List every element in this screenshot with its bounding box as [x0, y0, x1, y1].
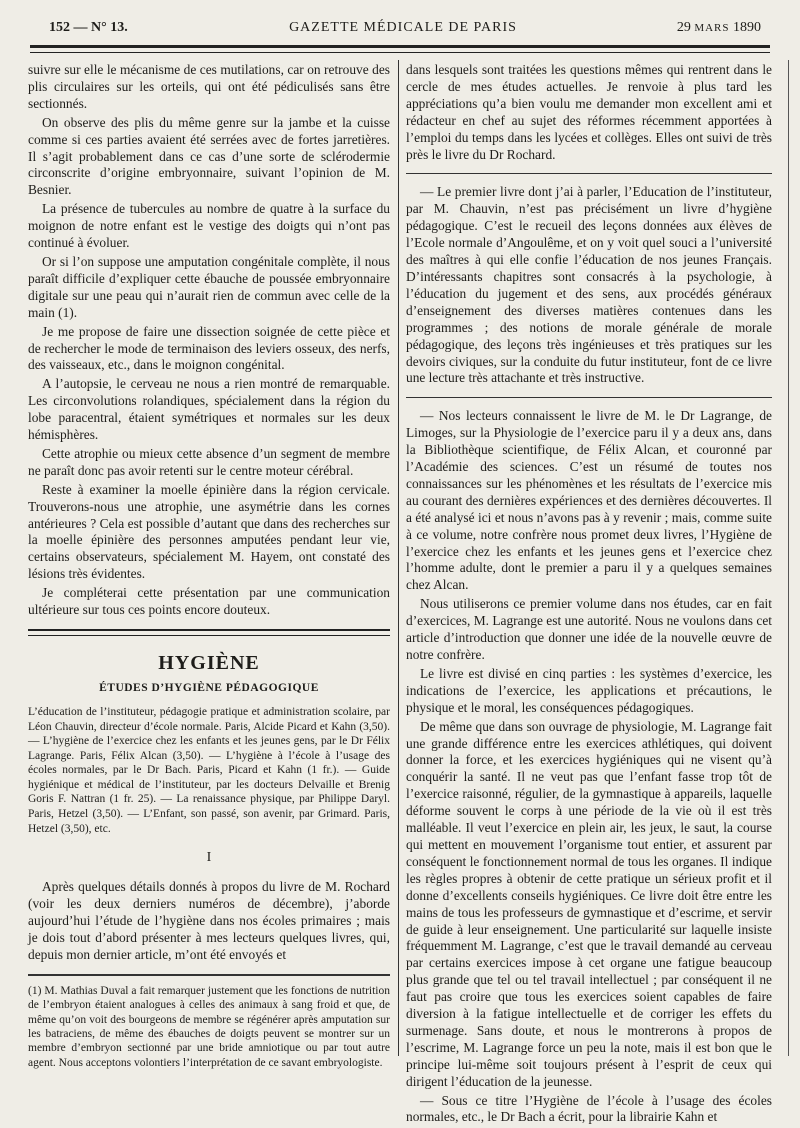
issue-year: 1890: [733, 20, 761, 35]
issue-day: 29: [676, 20, 691, 35]
bibliography: L’éducation de l’instituteur, pédagogie pratique et administration scolaire, par Léon Chauvin, directeur d’école normale. Paris, Alcide Picard et Kahn (3,50). — L’hygiène de l’exercice chez les enfants et les jeunes gens, par le Dr Félix Lagrange. Paris, Félix Alcan (3,50). — L’hygiène à l’école à l’usage des écoles normales, par le Dr Bach. Paris, Picard et Kahn (1 fr.). — Guide hygiénique et médical de l’instituteur, par les docteurs Delvaille et Brenig Goris F. Nattran (1 fr. 25). — La renaissance physique, par Philippe Daryl. Paris, Hetzel (3,50). — L’Enfant, son passé, son avenir, par Grimard. Paris, Hetzel (3,50), etc.: [28, 705, 390, 835]
column-divider: [398, 60, 399, 1056]
page-edge-rule: [788, 60, 789, 1056]
intro-paragraph: Après quelques détails donnés à propos du livre de M. Rochard (voir les deux derniers numéros de décembre), j’aborde aujourd’hui l’étude de l’hygiène dans nos écoles primaires ; mais je dois tout d’abord présenter à mes lecteurs quelques livres, qui, depuis mon dernier article, m’ont été envoyés et: [28, 879, 390, 962]
section-separator: [28, 629, 390, 636]
issue-month: MARS: [694, 22, 730, 34]
paragraph: Le livre est divisé en cinq parties : les systèmes d’exercice, les indications de l’exercice, les applications et précautions, le physique et le moral, les conséquences pédagogiques.: [406, 665, 772, 715]
paragraph: Je me propose de faire une dissection soignée de cette pièce et de rechercher le mode de terminaison des leviers osseux, des nerfs, des vaisseaux, etc., dans le moignon congénital.: [28, 323, 390, 373]
footnote: (1) M. Mathias Duval a fait remarquer justement que les fonctions de nutrition de l’embryon étaient analogues à celles des animaux à sang froid et que, de même qu’on voit des bourgeons de membre se régénérer après amputation sur les batraciens, de même des ébauches de doigts peuvent se montrer sur un membre d’embryon sectionné par une bride amniotique ou par tout autre agent. Nous acceptons volontiers l’interprétation de ce savant embryologiste.: [28, 984, 390, 1069]
paragraph: Nous utiliserons ce premier volume dans nos études, car en fait d’exercices, M. Lagrange est une autorité. Nous ne voulons dans cet article d’introduction que donner une idée de la nouvelle œuvre de notre confrère.: [406, 596, 772, 662]
paragraph: A l’autopsie, le cerveau ne nous a rien montré de remarquable. Les circonvolutions rolandiques, spécialement dans la région du lobe paracentral, étaient symétriques et normales sur les deux hémisphères.: [28, 376, 390, 443]
paragraph: Cette atrophie ou mieux cette absence d’un segment de membre ne paraît donc pas avoir retenti sur le centre moteur cérébral.: [28, 445, 390, 478]
journal-title: GAZETTE MÉDICALE DE PARIS: [289, 20, 517, 35]
page-number: 152 — N° 13.: [49, 20, 128, 35]
header-rule: [30, 45, 770, 53]
paragraph: Reste à examiner la moelle épinière dans la région cervicale. Trouverons-nous une atrophie, une asymétrie dans les cornes antérieures ? Cela est possible d’autant que dans des recherches sur la moelle épinière des personnes amputées pendant leur vie, certains observateurs, spécialement M. Hayem, ont constaté des lésions très évidentes.: [28, 481, 390, 582]
left-column: [28, 62, 390, 1072]
issue-date: [677, 20, 761, 36]
paragraph: — Nos lecteurs connaissent le livre de M. le Dr Lagrange, de Limoges, sur la Physiologie de l’exercice paru il y a deux ans, dans la Bibliothèque scientifique, de Félix Alcan, et couronné par l’Académie des sciences. C’est un résumé de toutes nos connaissances sur les phénomènes et les résultats de l’exercice mis au courant des dernières expériences et des dernières découvertes. Il a été analysé ici et nous n’avons pas à y revenir ; mais, comme suite à ce volume, notre confrère nous promet deux livres, l’Hygiène de l’exercice chez les enfants et les jeunes gens et l’exercice chez l’homme adulte, dont le premier a paru il y a quelques semaines chez Alcan.: [406, 408, 772, 593]
paragraph-separator: [406, 397, 772, 398]
paragraph: — Le premier livre dont j’ai à parler, l’Education de l’instituteur, par M. Chauvin, n’est pas précisément un livre d’hygiène pédagogique. C’est le recueil des leçons données aux élèves de l’Ecole normale d’Angoulême, et on y voit quel souci a l’université des maîtres à qui elle confie l’éducation de nos jeunes Français. D’intéressants chapitres sont consacrés à la psychologie, à l’éducation du jugement et des sens, aux procédés généraux d’enseignement des diverses matières contenues dans les programmes ; des notions de morale générale de morale pédagogique, des leçons très ingénieuses et très pratiques sur les devoirs civiques, sur la conduite du futur instituteur, font de ce livre une lecture très attachante et très instructive.: [406, 184, 772, 386]
right-column: [406, 62, 772, 1128]
paragraph: La présence de tubercules au nombre de quatre à la surface du moignon de notre enfant est le vestige des doigts qui n’ont pas continué à évoluer.: [28, 201, 390, 251]
paragraph: On observe des plis du même genre sur la jambe et la cuisse comme si ces parties avaient été serrées avec de fortes jarretières. Il s’agit probablement dans ce cas d’une sorte de sclérodermie circonscrite d’origine embryonnaire, suivant l’opinion de M. Besnier.: [28, 114, 390, 198]
roman-numeral-heading: I: [206, 850, 212, 866]
page-header: [45, 18, 761, 40]
paragraph: — Sous ce titre l’Hygiène de l’école à l’usage des écoles normales, etc., le Dr Bach a écrit, pour la librairie Kahn et: [406, 1092, 772, 1125]
paragraph-separator: [406, 173, 772, 174]
paragraph: Or si l’on suppose une amputation congénitale complète, il nous paraît difficile d’expliquer cette ébauche de poussée embryonnaire digitale sur une peau qui n’aurait rien de commun avec celle de la main (1).: [28, 253, 390, 320]
paragraph: De même que dans son ouvrage de physiologie, M. Lagrange fait une grande différence entre les exercices athlétiques, qui doivent donner la force, et les exercices hygiéniques qui ne visent qu’à conquérir la santé. Il ne veut pas que l’enfant fasse trop tôt de l’exercice raisonné, régulier, de la gymnastique à appareils, laquelle déforme souvent le corps à une période de la vie où il est très malléable. Il veut l’exercice en plein air, les jeux, le saut, la course qui mettent en mouvement l’organisme tout entier, et assurent par conséquent le fonctionnement normal de tous les organes. Il indique les règles propres à obtenir de cette pratique un sérieux profit et il donne d’excellents conseils hygiéniques. Ce livre doit être entre les mains de tous les professeurs de gymnastique et d’escrime, et servir de guide à leur enseignement. Une particularité sur laquelle insiste fréquemment M. Lagrange, c’est que le travail demandé au cerveau par certains exercices impose à cet organe une fatigue beaucoup plus grande que tel ou tel travail intellectuel ; par conséquent il ne faut pas croire que tous les exercices soient capables de faire diversion à la fatigue intellectuelle et de corriger les effets du surmenage. Sans doute, et nous le montrerons à propos de l’escrime, M. Lagrange force un peu la note, mais il est bon que le principe lui-même soit toujours présent à l’esprit de ceux qui dirigent l’éducation de la jeunesse.: [406, 718, 772, 1089]
footnote-separator: [28, 974, 390, 976]
paragraph: dans lesquels sont traitées les questions mêmes qui rentrent dans le cercle de mes études actuelles. Je renvoie à plus tard les appréciations qu’a bien voulu me demander mon excellent ami et rédacteur en chef au sujet des réformes récemment apportées à l’emploi du temps dans les lycées et collèges. Elles ont suivi de très près le livre du Dr Rochard.: [406, 62, 772, 162]
section-title: HYGIÈNE: [158, 652, 260, 674]
paragraph: suivre sur elle le mécanisme de ces mutilations, car on retrouve des plis circulaires sur les orteils, qui ont été pédiculisés sans être sectionnés.: [28, 62, 390, 111]
paragraph: Je compléterai cette présentation par une communication ultérieure sur tous ces points encore douteux.: [28, 585, 390, 618]
section-subtitle: ÉTUDES D’HYGIÈNE PÉDAGOGIQUE: [99, 682, 319, 694]
